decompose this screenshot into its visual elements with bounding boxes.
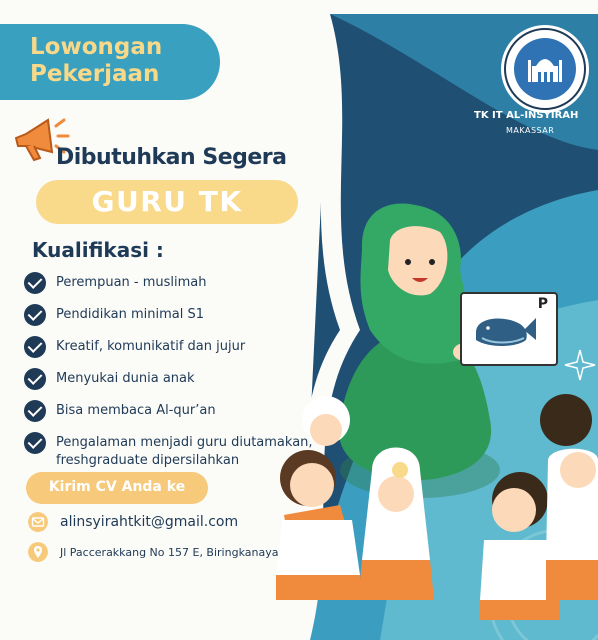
qualifications-heading: Kualifikasi : [32, 238, 164, 262]
qualification-text: Bisa membaca Al-qur’an [56, 403, 216, 418]
location-pin-icon [28, 542, 48, 562]
qualifications-list [24, 272, 364, 480]
card-letter: P [537, 296, 548, 312]
position-banner [36, 180, 298, 224]
qualification-text: Kreatif, komunikatif dan jujur [56, 339, 246, 354]
email-address[interactable]: alinsyirahtkit@gmail.com [60, 514, 239, 530]
mosque-icon [514, 38, 576, 100]
school-logo [504, 28, 586, 110]
title-line-2: Pekerjaan [30, 61, 160, 87]
flash-card [460, 292, 558, 366]
qualification-text: Menyukai dunia anak [56, 371, 195, 386]
position-title: GURU TK [91, 185, 243, 218]
title-banner [0, 24, 220, 100]
list-item [24, 336, 364, 358]
send-cv-label: Kirim CV Anda ke [48, 479, 186, 495]
qualification-text: Pendidikan minimal S1 [56, 307, 205, 322]
checkmark-icon [24, 304, 46, 326]
list-item [24, 272, 364, 294]
list-item [24, 432, 364, 470]
title-line-1: Lowongan [30, 34, 163, 60]
address-text: Jl Paccerakkang No 157 E, Biringkanaya [60, 545, 279, 559]
qualification-text: Perempuan - muslimah [56, 275, 207, 290]
logo-emblem [514, 38, 576, 100]
school-name: TK IT AL-INSYIRAH [474, 110, 579, 121]
list-item [24, 304, 364, 326]
checkmark-icon [24, 272, 46, 294]
qualification-text: Pengalaman menjadi guru diutamakan, freshgraduate dipersilahkan [56, 435, 313, 468]
checkmark-icon [24, 368, 46, 390]
list-item [24, 368, 364, 390]
email-contact[interactable] [28, 512, 238, 532]
envelope-icon [28, 512, 48, 532]
checkmark-icon [24, 432, 46, 454]
subtitle: Dibutuhkan Segera [56, 145, 287, 170]
send-cv-banner [26, 472, 208, 504]
address-contact [28, 542, 278, 562]
checkmark-icon [24, 336, 46, 358]
school-city: MAKASSAR [506, 126, 555, 135]
list-item [24, 400, 364, 422]
checkmark-icon [24, 400, 46, 422]
